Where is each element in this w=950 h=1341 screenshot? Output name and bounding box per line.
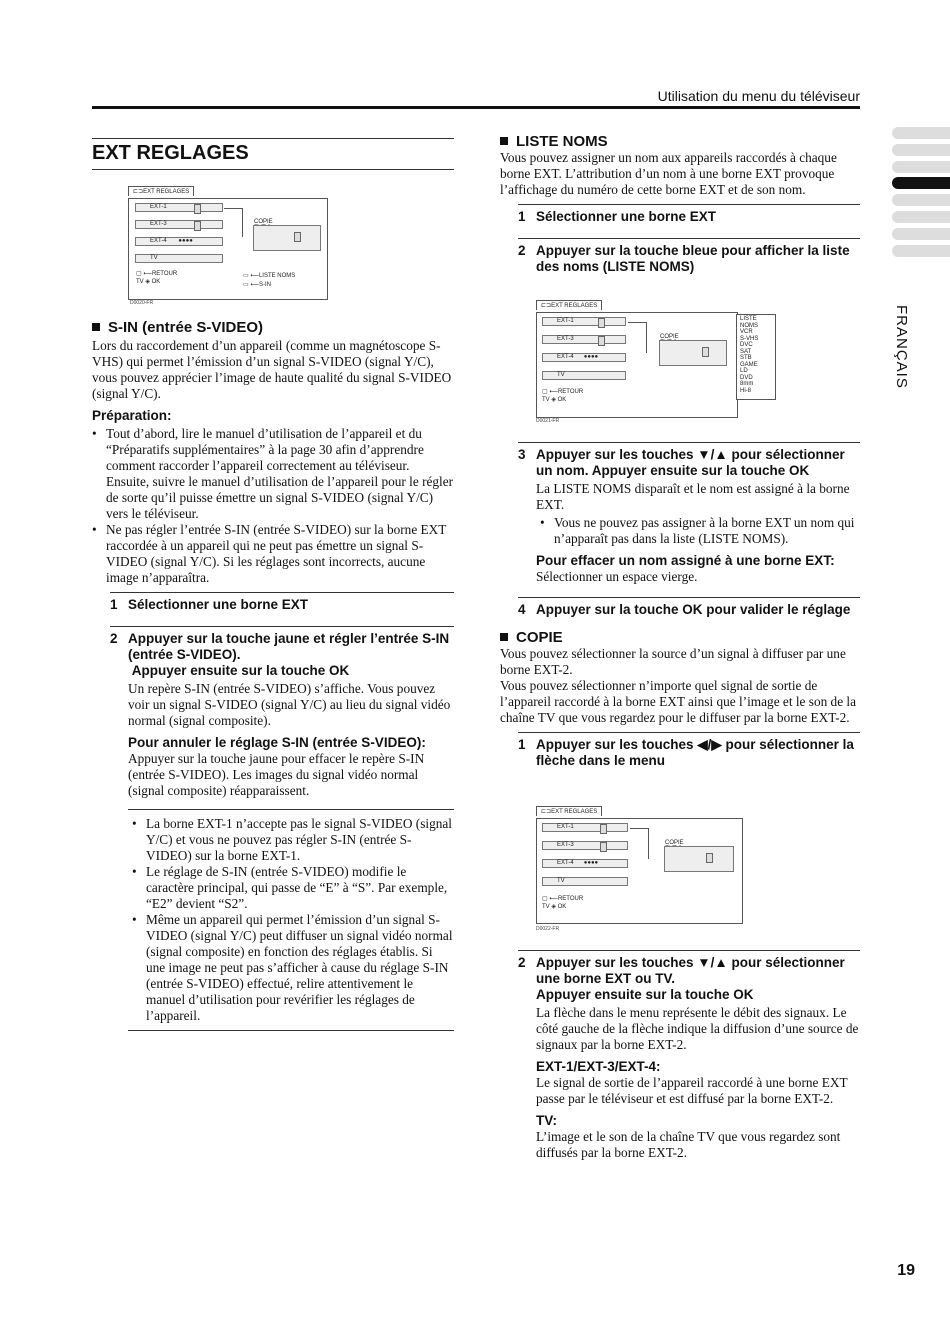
liste-noms-popup: LISTE NOMS VCR S-VHS DVC SAT STB GAME LD DVD 8mm Hi-8 — [736, 314, 776, 400]
page-number: 19 — [897, 1262, 915, 1279]
plug-icon — [598, 318, 605, 328]
liste-noms-section: LISTE NOMS Vous pouvez assigner un nom aux appareils raccordés à chaque borne EXT. L’attribution d’un nom à une borne EXT provoque l’affichage du numéro de cette borne EXT et de son nom. 1 Sélectionner une borne EXT 2 Appuyer sur la touche bleue pour afficher la liste des noms (LISTE NOMS) — [500, 134, 860, 275]
name-option[interactable]: 8mm — [740, 381, 754, 387]
plug-icon — [706, 853, 713, 863]
remote-pad-icon: TV ◈ OK — [542, 397, 567, 403]
running-title: Utilisation du menu du téléviseur — [657, 88, 860, 104]
page-title: EXT REGLAGES — [92, 142, 249, 164]
name-option[interactable]: S-VHS — [740, 335, 759, 342]
language-label: FRANÇAIS — [893, 305, 910, 389]
arrow-icon — [628, 322, 647, 353]
s-in-label: ▭ ⟵S-IN — [243, 282, 271, 288]
plug-icon — [598, 336, 605, 346]
liste-noms-heading: LISTE NOMS — [500, 134, 860, 150]
name-option[interactable]: STB — [740, 355, 752, 361]
remote-pad-icon: TV ◈ OK — [136, 279, 161, 285]
s-in-heading: S-IN (entrée S-VIDEO) — [92, 320, 454, 336]
s-in-section: S-IN (entrée S-VIDEO) Lors du raccordement d’un appareil (comme un magnétoscope S-VHS) qui permet l’émission d’un signal S-VIDEO (signal Y/C), vous pouvez apprécier l’image de haute qualité du signal S-VIDEO (signal Y/C). Préparation: • Tout d’abord, lire le manuel d’utilisation de l’appareil et du “Préparatifs supplémentaires” à la page 30 afin d’apprendre comment raccorder l’appareil correctement au téléviseur. Ensuite, suivre le manuel d’utilisation de l’appareil pour le régler de sorte qu’il puisse émettre un signal S-VIDEO (signal Y/C) vers le téléviseur. • Ne pas régler l’entrée S-IN (entrée S-VIDEO) sur la borne EXT raccordée à un appareil qui ne peut pas émettre un signal S-VIDEO (signal Y/C). Si les réglages sont incorrects, aucune image n’apparaîtra. 1 Sélectionner une borne EXT 2 Appuyer sur la touche jaune et régler l’entrée S-IN (entrée S-VIDEO). Appuyer ensuite sur la touche OK Un repère S-IN (entrée S-VIDEO) s’affiche. Vous pouvez voir un signal S-VIDEO (signal Y/C) au lieu du signal vidéo normal (signal composite). Pour annuler le réglage S-IN (entrée S-VIDEO): Appuyer sur la touche jaune pour effacer le repère S-IN (entrée S-VIDEO). Les images du signal vidéo normal (signal composite) réapparaissent. • La borne EXT-1 n’accepte pas le signal S-VIDEO (signal Y/C) et vous ne pouvez pas régler S-IN (entrée S-VIDEO) sur la borne EXT-1. • Le réglage de S-IN (entrée S-VIDEO) modifie le caractère principal, qui passe de “E” à “S”. Par exemple, “E2” devient “S2”. • Même un appareil qui permet l’émission d’un signal S-VIDEO (signal Y/C) peut diffuser un signal vidéo normal (signal composite) en fonction des réglages établis. Si une image ne peut pas s’afficher à cause du réglage S-IN (entrée S-VIDEO) effectué, relire attentivement le manuel d’utilisation pour revérifier les réglages de l’appareil. — [92, 320, 454, 1031]
name-option[interactable]: SAT — [740, 348, 752, 355]
step-1: 1 Sélectionner une borne EXT — [110, 592, 454, 613]
step-2: 2 Appuyer sur la touche jaune et régler l’entrée S-IN (entrée S-VIDEO). Appuyer ensuite sur la touche OK — [110, 626, 454, 679]
liste-step-2: 2 Appuyer sur la touche bleue pour afficher la liste des noms (LISTE NOMS) — [518, 238, 860, 275]
erase-heading: Pour effacer un nom assigné à une borne EXT: — [536, 553, 835, 568]
header-rule — [92, 106, 860, 109]
arrow-icon — [630, 828, 649, 859]
plug-icon — [702, 347, 709, 357]
remote-pad-icon: TV ◈ OK — [542, 904, 567, 910]
liste-noms-steps: 3 Appuyer sur les touches ▼/▲ pour sélectionner un nom. Appuyer ensuite sur la touche OK La LISTE NOMS disparaît et le nom est assigné à la borne EXT. • Vous ne pouvez pas assigner à la borne EXT un nom qui n’apparaît pas dans la liste (LISTE NOMS). Pour effacer un nom assigné à une borne EXT: Sélectionner un espace vierge. 4 Appuyer sur la touche OK pour valider le réglage COPIE Vous pouvez sélectionner la source d’un signal à diffuser par une borne EXT-2. Vous pouvez sélectionner n’importe quel signal de sortie de l’appareil raccordé à la borne EXT ainsi que l’image et le son de la chaîne TV que vous regardez pour le diffuser par la borne EXT-2. 1 Appuyer sur les touches ◀/▶ pour sélectionner la flèche dans le menu — [500, 442, 860, 769]
liste-step-1: 1 Sélectionner une borne EXT — [518, 204, 860, 225]
retour-label: ▢ ⟵RETOUR — [136, 271, 178, 277]
liste-noms-label: ▭ ⟵LISTE NOMS — [243, 273, 296, 279]
section-tabs — [892, 127, 950, 261]
copie-step-2: 2 Appuyer sur les touches ▼/▲ pour sélectionner une borne EXT ou TV. Appuyer ensuite sur la touche OK — [518, 950, 860, 1003]
plug-icon — [194, 204, 201, 214]
name-option[interactable]: DVD — [740, 374, 753, 381]
notes-box: • La borne EXT-1 n’accepte pas le signal S-VIDEO (signal Y/C) et vous ne pouvez pas régler S-IN (entrée S-VIDEO) sur la borne EXT-1. • Le réglage de S-IN (entrée S-VIDEO) modifie le caractère principal, qui passe de “E” à “S”. Par exemple, “E2” devient “S2”. • Même un appareil qui permet l’émission d’un signal S-VIDEO (signal Y/C) peut diffuser un signal vidéo normal (signal composite) en fonction des réglages établis. Si une image ne peut pas s’afficher à cause du réglage S-IN (entrée S-VIDEO) effectué, relire attentivement le manuel d’utilisation pour revérifier les réglages de l’appareil. — [128, 809, 454, 1031]
ext-reglages-diagram: ⊏⊐EXT REGLAGES EXT-1 EXT-3 EXT-4 ●●●● TV COPIE ▢ ⟵RETOUR TV ◈ OK ▭ ⟵LISTE NOMS ▭ ⟵S-IN D0020-FR — [128, 186, 328, 306]
diagram-tab: ⊏⊐EXT REGLAGES — [128, 186, 194, 196]
plug-icon — [194, 221, 201, 231]
name-option[interactable]: GAME — [740, 361, 758, 368]
copie-diagram: ⊏⊐EXT REGLAGES EXT-1 EXT-3 EXT-4 ●●●● TV COPIE ▢ ⟵RETOUR TV ◈ OK D0022-FR — [536, 806, 746, 936]
cancel-heading: Pour annuler le réglage S-IN (entrée S-VIDEO): — [128, 735, 426, 750]
section-title-box — [92, 138, 454, 170]
plug-icon — [294, 232, 301, 242]
tv-heading: TV: — [536, 1113, 558, 1128]
liste-step-3: 3 Appuyer sur les touches ▼/▲ pour sélectionner un nom. Appuyer ensuite sur la touche OK — [518, 442, 860, 479]
name-option[interactable]: Hi-8 — [740, 387, 752, 394]
name-option[interactable]: DVC — [740, 342, 753, 348]
copie-step-1: 1 Appuyer sur les touches ◀/▶ pour sélectionner la flèche dans le menu — [518, 732, 860, 769]
liste-noms-diagram: ⊏⊐EXT REGLAGES EXT-1 EXT-3 EXT-4 ●●●● TV COPIE ▢ ⟵RETOUR TV ◈ OK LISTE NOMS VCR S-VHS DVC SAT STB GAME LD DVD 8mm Hi-8 D0021-FR — [536, 300, 781, 430]
plug-icon — [600, 824, 607, 834]
preparation-heading: Préparation: — [92, 408, 172, 423]
plug-icon — [600, 842, 607, 852]
ext-heading: EXT-1/EXT-3/EXT-4: — [536, 1059, 661, 1074]
name-option[interactable]: LD — [740, 368, 748, 374]
copie-heading: COPIE — [500, 630, 860, 646]
copie-steps: 2 Appuyer sur les touches ▼/▲ pour sélectionner une borne EXT ou TV. Appuyer ensuite sur la touche OK La flèche dans le menu représente le débit des signaux. Le côté gauche de la flèche indique la diffusion d’une source de signaux par la borne EXT-2. EXT-1/EXT-3/EXT-4: Le signal de sortie de l’appareil raccordé à une borne EXT passe par le téléviseur et est diffusé par la borne EXT-2. TV: L’image et le son de la chaîne TV que vous regardez sont diffusés par la borne EXT-2. — [500, 950, 860, 1161]
liste-step-4: 4 Appuyer sur la touche OK pour valider le réglage — [518, 597, 860, 618]
arrow-icon — [224, 208, 243, 237]
name-option[interactable]: VCR — [740, 329, 753, 335]
